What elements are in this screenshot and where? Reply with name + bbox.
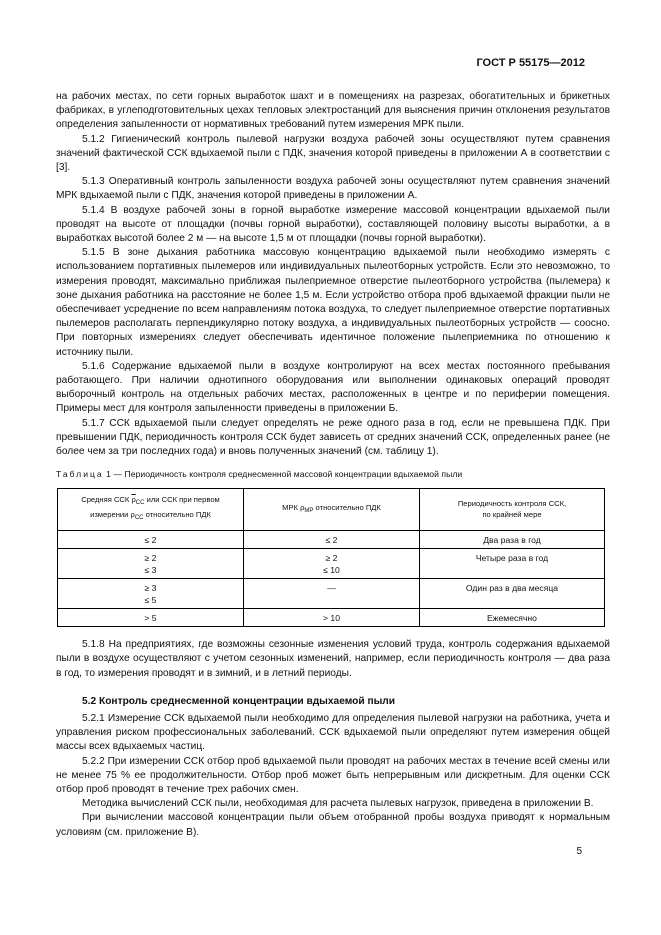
cell-mrk: — (244, 579, 420, 609)
header-mrk: МРК $\rho_{МР}$ относительно ПДК (244, 489, 420, 531)
paragraph-normal-conditions: При вычислении массовой концентрации пыли объем отобранной пробы воздуха приводят к нормальным условиям (см. приложение В). (56, 812, 610, 838)
cell-mrk: ≥ 2 ≤ 10 (244, 549, 420, 579)
section-heading-5-2: 5.2 Контроль среднесменной концентрации вдыхаемой пыли (82, 695, 396, 707)
paragraph-continuation: на рабочих местах, по сети горных выработок шахт и в помещениях на разрезах, обогатительных и брикетных фабриках, в углеподготовительных цехах тепловых электростанций для выяснения причин отклонения результатов определения запыленности от нормативных требований путем измерения МРК пыли. (56, 91, 610, 131)
paragraph-5-1-4: 5.1.4 В воздухе рабочей зоны в горной выработке измерение массовой концентрации вдыхаемой пыли проводят на высоте от площадки (почвы горной выработки), составляющей половину высоты выработки, а в выработках высотой более 2 м — на высоте 1,5 м от площадки (почвы горной выработки). (56, 204, 610, 245)
paragraph-5-1-8: 5.1.8 На предприятиях, где возможны сезонные изменения условий труда, контроль содержания вдыхаемой пыли в воздухе осуществляют с учетом сезонных изменений, например, если периодичность контроля — два раза в год, то измерения проводят и в зимний, и в летний периоды. (56, 639, 610, 679)
table-row (58, 609, 605, 627)
paragraph-5-2-1: 5.2.1 Измерение ССК вдыхаемой пыли необходимо для определения пылевой нагрузки на работника, учета и управления риском профессиональных заболеваний. ССК вдыхаемой пыли определяют путем измерения общей массы всех вдыхаемых частиц. (56, 712, 610, 753)
paragraph-5-1-7: 5.1.7 ССК вдыхаемой пыли следует определять не реже одного раза в год, если не превышена ПДК. При превышении ПДК, периодичность контроля ССК будет зависеть от средних значений ССК, определенных ранее (не более чем за три последних года) и вновь полученных значений (см. таблицу 1). (56, 417, 610, 458)
page-number: 5 (576, 846, 582, 857)
cell-avg-ssk: > 5 (58, 609, 244, 627)
cell-periodicity: Ежемесячно (420, 609, 605, 627)
cell-periodicity: Четыре раза в год (420, 549, 605, 579)
paragraph-5-1-6: 5.1.6 Содержание вдыхаемой пыли в воздухе контролируют на всех местах постоянного пребывания работающего. При наличии однотипного оборудования или выполнении одинаковых операций проводят выборочный контроль на отдельных рабочих местах, расположенных в центре и по периферии помещения. Примеры мест для контроля запыленности приведены в приложении Б. (56, 360, 610, 415)
cell-mrk: > 10 (244, 609, 420, 627)
cell-avg-ssk: ≥ 2 ≤ 3 (58, 549, 244, 579)
paragraph-5-2-2: 5.2.2 При измерении ССК отбор проб вдыхаемой пыли проводят на рабочих местах в течение всей смены или не менее 75 % ее продолжительности. Отбор проб может быть непрерывным или дискретным. Для оценки ССК отбор проб проводят в течение трех рабочих смен. (56, 755, 610, 795)
header-periodicity: Периодичность контроля ССК, по крайней мере (420, 489, 605, 531)
paragraph-5-1-5: 5.1.5 В зоне дыхания работника массовую концентрацию вдыхаемой пыли необходимо измерять с использованием портативных пылемеров или индивидуальных пылеотборных устройств. Если это невозможно, то измерения проводят, максимально приближая пылеприемное отверстие пылеотборного устройства (пылемера) к зоне дыхания работника на расстояние не более 1,5 м. Если устройство отбора проб вдыхаемой фракции пыли не обеспечивает усреднение по всем направлениям потока воздуха, то следует пылеприемное отверстие портативных пылемеров располагать перпендикулярно потоку воздуха, а индивидуальных пылеотборных устройств — соосно. При повторных измерениях следует обеспечивать идентичное положение пылеприемника по отношению к источнику пыли. (56, 247, 610, 358)
table-caption-text: 1 — Периодичность контроля среднесменной массовой концентрации вдыхаемой пыли (106, 469, 463, 480)
cell-avg-ssk: ≤ 2 (58, 531, 244, 549)
table-row (58, 579, 605, 609)
standard-header: ГОСТ Р 55175—2012 (476, 57, 585, 69)
table-row (58, 531, 605, 549)
table-caption (56, 469, 610, 479)
cell-periodicity: Один раз в два месяца (420, 579, 605, 609)
paragraph-5-1-3: 5.1.3 Оперативный контроль запыленности воздуха рабочей зоны осуществляют путем сравнения значений МРК вдыхаемой пыли с ПДК, значения которой приведены в приложении А. (56, 176, 610, 202)
cell-periodicity: Два раза в год (420, 531, 605, 549)
header-avg-ssk: Средняя ССК $\overline{\rho}_{СС}$ или ССК при первом измерении $\rho_{СС}$ относительно ПДК (58, 489, 244, 531)
page-content (56, 90, 610, 840)
table-row (58, 549, 605, 579)
paragraph-5-1-2: 5.1.2 Гигиенический контроль пылевой нагрузки воздуха рабочей зоны осуществляют путем сравнения значений фактической ССК вдыхаемой пыли с ПДК, значения которой приведены в приложении А в соответствии с [3]. (56, 133, 610, 174)
paragraph-method: Методика вычислений ССК пыли, необходимая для расчета пылевых нагрузок, приведена в приложении В. (82, 798, 594, 810)
table-header-row (58, 489, 605, 531)
table-caption-label: Таблица (56, 469, 104, 480)
cell-mrk: ≤ 2 (244, 531, 420, 549)
periodicity-table (57, 488, 605, 627)
cell-avg-ssk: ≥ 3 ≤ 5 (58, 579, 244, 609)
